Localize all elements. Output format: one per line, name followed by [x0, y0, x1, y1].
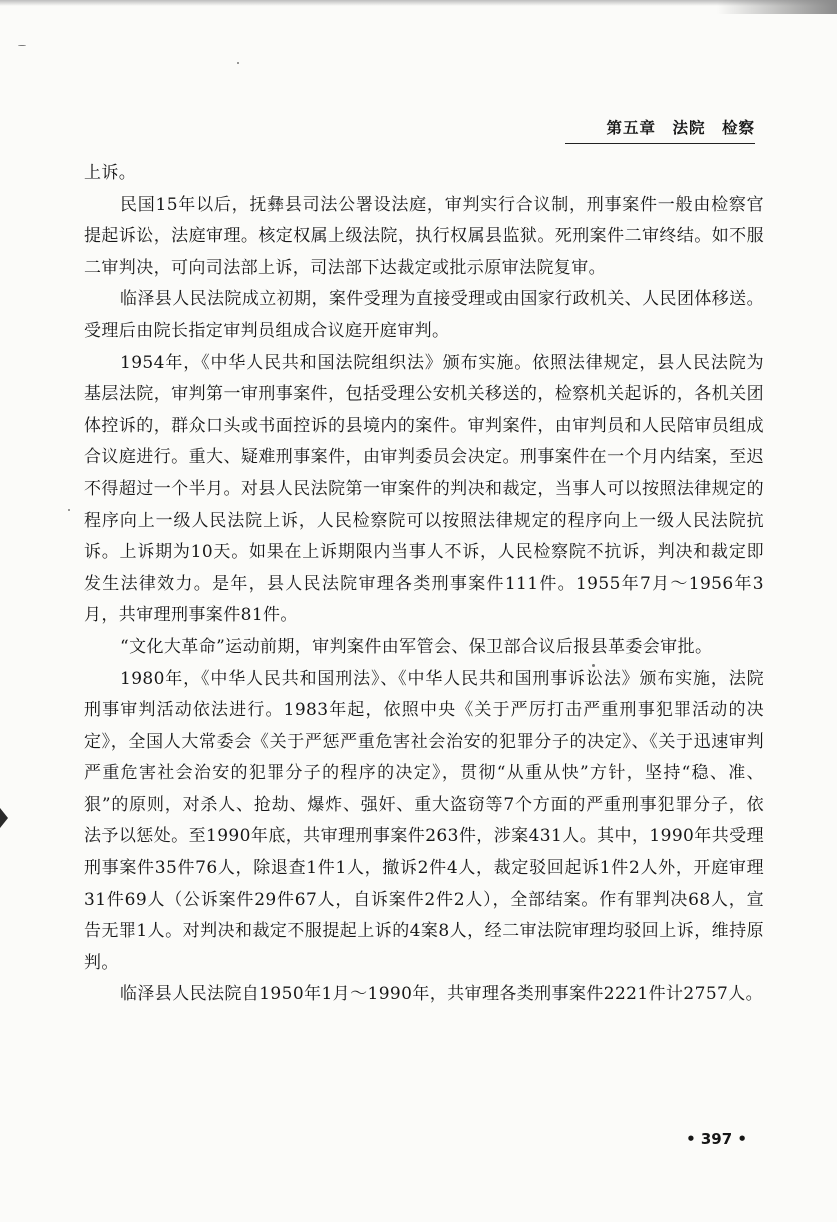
scan-speck	[68, 509, 70, 511]
binding-mark	[0, 808, 8, 828]
chapter-header: 第五章 法院 检察	[565, 116, 755, 144]
paragraph: 临泽县人民法院自1950年1月～1990年，共审理各类刑事案件2221件计2757人。	[120, 984, 764, 1005]
scan-speck	[237, 62, 239, 64]
scan-speck	[18, 45, 26, 46]
scan-edge	[0, 0, 837, 6]
paragraph: “文化大革命”运动前期，审判案件由军管会、保卫部合议后报县革委会审批。	[120, 636, 713, 657]
paragraph: 1980年，《中华人民共和国刑法》、《中华人民共和国刑事诉讼法》颁布实施，法院刑事审判活动依法进行。1983年起，依照中央《关于严厉打击严重刑事犯罪活动的决定》，全国人大常委会《关于严惩严重危害社会治安的犯罪分子的决定》、《关于迅速审判严重危害社会治安的犯罪分子的程序的决定》，贯彻“从重从快”方针，坚持“稳、准、狠”的原则，对杀人、抢劫、爆炸、强奸、重大盗窃等7个方面的严重刑事犯罪分子，依法予以惩处。至1990年底，共审理刑事案件263件，涉案431人。其中，1990年共受理刑事案件35件76人，除退查1件1人，撤诉2件4人，裁定驳回起诉1件2人外，开庭审理31件69人（公诉案件29件67人，自诉案件2件2人），全部结案。作有罪判决68人，宣告无罪1人。对判决和裁定不服提起上诉的4案8人，经二审法院审理均驳回上诉，维持原判。	[84, 668, 764, 973]
paragraph: 1954年，《中华人民共和国法院组织法》颁布实施。依照法律规定，县人民法院为基层法院，审判第一审刑事案件，包括受理公安机关移送的，检察机关起诉的，各机关团体控诉的，群众口头或书面控诉的县境内的案件。审判案件，由审判员和人民陪审员组成合议庭进行。重大、疑难刑事案件，由审判委员会决定。刑事案件在一个月内结案，至迟不得超过一个半月。对县人民法院第一审案件的判决和裁定，当事人可以按照法律规定的程序向上一级人民法院上诉，人民检察院可以按照法律规定的程序向上一级人民法院抗诉。上诉期为10天。如果在上诉期限内当事人不诉，人民检察院不抗诉，判决和裁定即发生法律效力。是年，县人民法院审理各类刑事案件111件。1955年7月～1956年3月，共审理刑事案件81件。	[84, 352, 764, 626]
paragraph: 民国15年以后，抚彝县司法公署设法庭，审判实行合议制，刑事案件一般由检察官提起诉讼，法庭审理。核定权属上级法院，执行权属县监狱。死刑案件二审终结。如不服二审判决，可向司法部上诉，司法部下达裁定或批示原审法院复审。	[84, 194, 764, 278]
paragraph: 临泽县人民法院成立初期，案件受理为直接受理或由国家行政机关、人民团体移送。受理后由院长指定审判员组成合议庭开庭审判。	[84, 289, 764, 341]
body-text	[84, 158, 764, 1011]
scan-corner-shade	[717, 0, 837, 14]
page-number: • 397 •	[686, 1130, 747, 1148]
paragraph: 上诉。	[84, 163, 137, 183]
